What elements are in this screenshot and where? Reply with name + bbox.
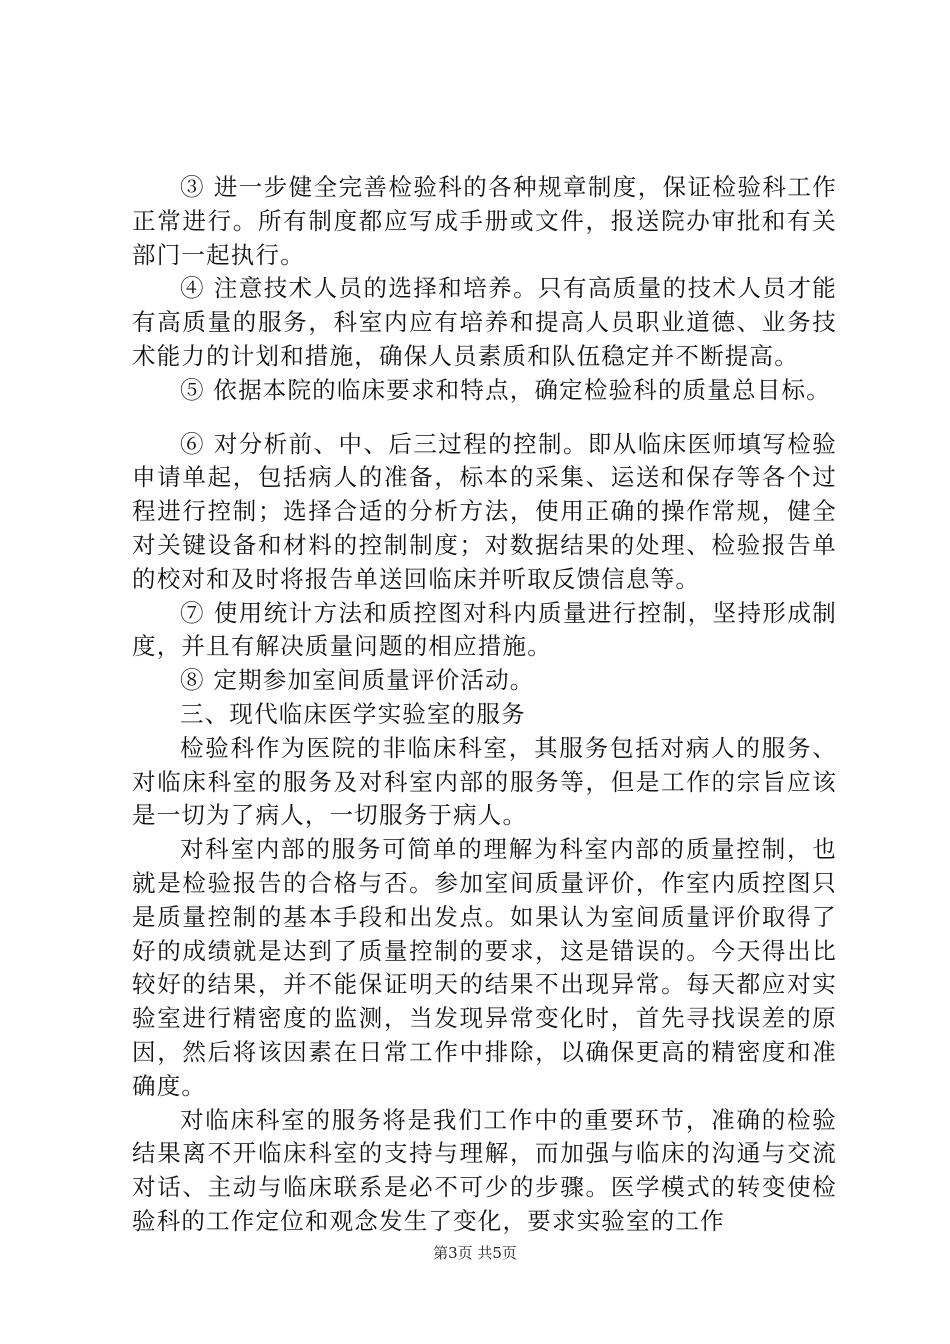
paragraph-item-7: ⑦ 使用统计方法和质控图对科内质量进行控制，坚持形成制度，并且有解决质量问题的相应措施。 [132, 598, 837, 661]
section-heading: 三、现代临床医学实验室的服务 [180, 699, 526, 728]
paragraph-item-6: ⑥ 对分析前、中、后三过程的控制。即从临床医师填写检验申请单起，包括病人的准备，标本的采集、运送和保存等各个过程进行控制；选择合适的分析方法，使用正确的操作常规，健全对关键设备和材料的控制制度；对数据结果的处理、检验报告单的校对和及时将报告单送回临床并听取反馈信息等。 [132, 429, 837, 593]
paragraph-item-5: ⑤ 依据本院的临床要求和特点，确定检验科的质量总目标。 [180, 375, 831, 404]
document-body [132, 171, 837, 1239]
paragraph-services-intro: 检验科作为医院的非临床科室，其服务包括对病人的服务、对临床科室的服务及对科室内部的服务等，但是工作的宗旨应该是一切为了病人，一切服务于病人。 [132, 733, 837, 830]
paragraph-clinical-service: 对临床科室的服务将是我们工作中的重要环节，准确的检验结果离不开临床科室的支持与理解，而加强与临床的沟通与交流对话、主动与临床联系是必不可少的步骤。医学模式的转变使检验科的工作定位和观念发生了变化，要求实验室的工作 [132, 1105, 837, 1235]
page-number-footer: 第3页 共5页 [433, 1244, 517, 1262]
paragraph-item-8: ⑧ 定期参加室间质量评价活动。 [180, 666, 535, 695]
paragraph-internal-service: 对科室内部的服务可简单的理解为科室内部的质量控制，也就是检验报告的合格与否。参加室间质量评价，作室内质控图只是质量控制的基本手段和出发点。如果认为室间质量评价取得了好的成绩就是达到了质量控制的要求，这是错误的。今天得出比较好的结果，并不能保证明天的结果不出现异常。每天都应对实验室进行精密度的监测，当发现异常变化时，首先寻找误差的原因，然后将该因素在日常工作中排除，以确保更高的精密度和准确度。 [132, 835, 837, 1100]
paragraph-item-4: ④ 注意技术人员的选择和培养。只有高质量的技术人员才能有高质量的服务，科室内应有培养和提高人员职业道德、业务技术能力的计划和措施，确保人员素质和队伍稳定并不断提高。 [132, 274, 837, 370]
paragraph-item-3: ③ 进一步健全完善检验科的各种规章制度，保证检验科工作正常进行。所有制度都应写成手册或文件，报送院办审批和有关部门一起执行。 [132, 173, 837, 269]
